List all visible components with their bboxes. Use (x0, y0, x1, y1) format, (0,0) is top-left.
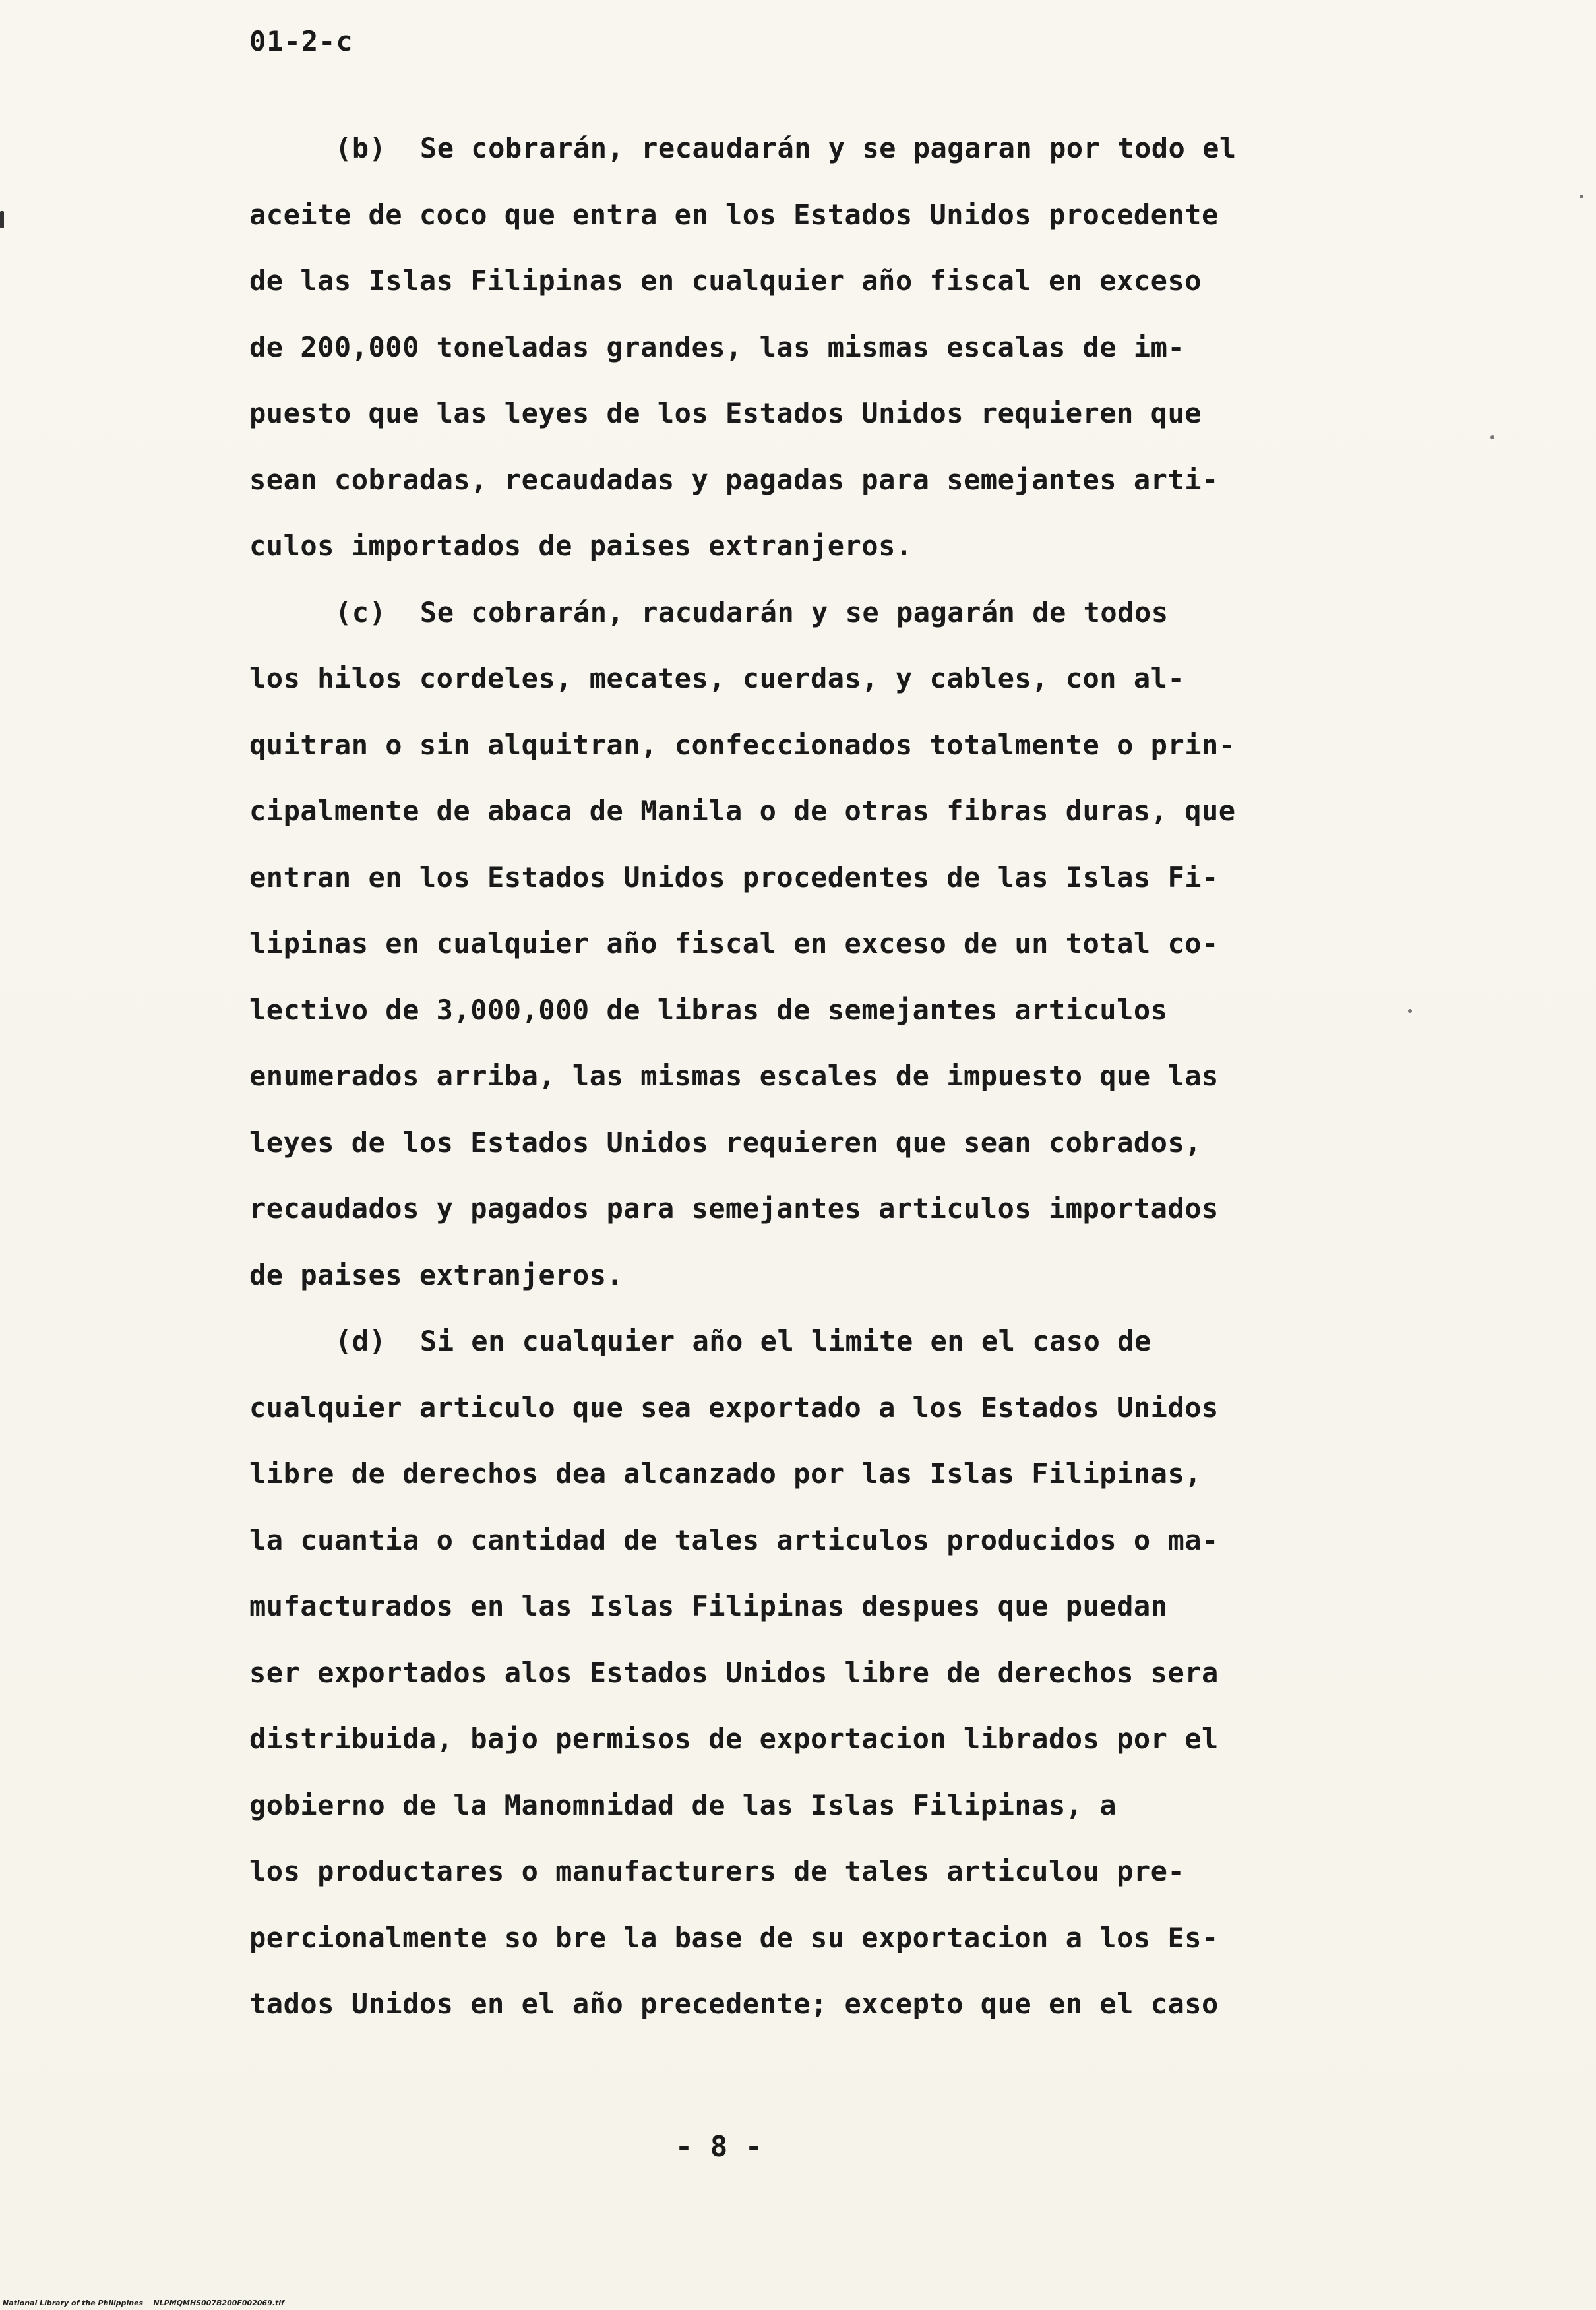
paper-speck (1490, 435, 1494, 439)
text-line: quitran o sin alquitran, confeccionados totalmente o prin- (249, 728, 1236, 761)
document-code: 01-2-c (249, 25, 353, 57)
text-line: entran en los Estados Unidos procedentes de las Islas Fi- (249, 861, 1219, 894)
text-line: libre de derechos dea alcanzado por las Islas Filipinas, (249, 1457, 1202, 1490)
text-line: lectivo de 3,000,000 de libras de semejantes articulos (249, 993, 1168, 1026)
text-line: mufacturados en las Islas Filipinas despues que puedan (249, 1590, 1168, 1622)
text-line: puesto que las leyes de los Estados Unidos requieren que (249, 397, 1202, 429)
text-line: cipalmente de abaca de Manila o de otras fibras duras, que (249, 795, 1236, 827)
text-line: los productares o manufacturers de tales articulou pre- (249, 1855, 1185, 1887)
text-line: aceite de coco que entra en los Estados Unidos procedente (249, 198, 1219, 231)
text-line: percionalmente so bre la base de su exportacion a los Es- (249, 1921, 1219, 1954)
text-line: gobierno de la Manomnidad de las Islas Filipinas, a (249, 1788, 1117, 1821)
page-number: - 8 - (675, 2130, 763, 2164)
text-line: leyes de los Estados Unidos requieren que sean cobrados, (249, 1126, 1202, 1159)
text-line: ser exportados alos Estados Unidos libre de derechos sera (249, 1656, 1219, 1689)
text-line: tados Unidos en el año precedente; excepto que en el caso (249, 1988, 1219, 2020)
text-line: culos importados de paises extranjeros. (249, 530, 913, 562)
text-line: de las Islas Filipinas en cualquier año fiscal en exceso (249, 264, 1202, 297)
document-body (249, 125, 1239, 2048)
text-line: sean cobradas, recaudadas y pagadas para semejantes arti- (249, 463, 1219, 496)
text-line: de 200,000 toneladas grandes, las mismas escalas de im- (249, 330, 1185, 363)
paper-speck (1408, 1009, 1412, 1013)
archive-credit: National Library of the Philippines NLPMQMHS007B200F002069.tif (3, 2299, 284, 2307)
paragraph-first-line: (c) Se cobrarán, racudarán y se pagarán de todos (335, 595, 1169, 628)
paragraph-first-line: (d) Si en cualquier año el limite en el caso de (335, 1325, 1151, 1357)
paper-speck (1580, 195, 1583, 198)
text-line: cualquier articulo que sea exportado a los Estados Unidos (249, 1391, 1219, 1424)
binding-mark (0, 211, 4, 228)
text-line: la cuantia o cantidad de tales articulos producidos o ma- (249, 1523, 1219, 1556)
text-line: los hilos cordeles, mecates, cuerdas, y cables, con al- (249, 662, 1185, 694)
text-line: lipinas en cualquier año fiscal en exceso de un total co- (249, 927, 1219, 959)
text-line: recaudados y pagados para semejantes articulos importados (249, 1192, 1219, 1225)
text-line: enumerados arriba, las mismas escales de impuesto que las (249, 1060, 1219, 1092)
text-line: distribuida, bajo permisos de exportacion librados por el (249, 1722, 1219, 1755)
paragraph-first-line: (b) Se cobrarán, recaudarán y se pagaran por todo el (335, 132, 1237, 164)
text-line: de paises extranjeros. (249, 1258, 624, 1291)
